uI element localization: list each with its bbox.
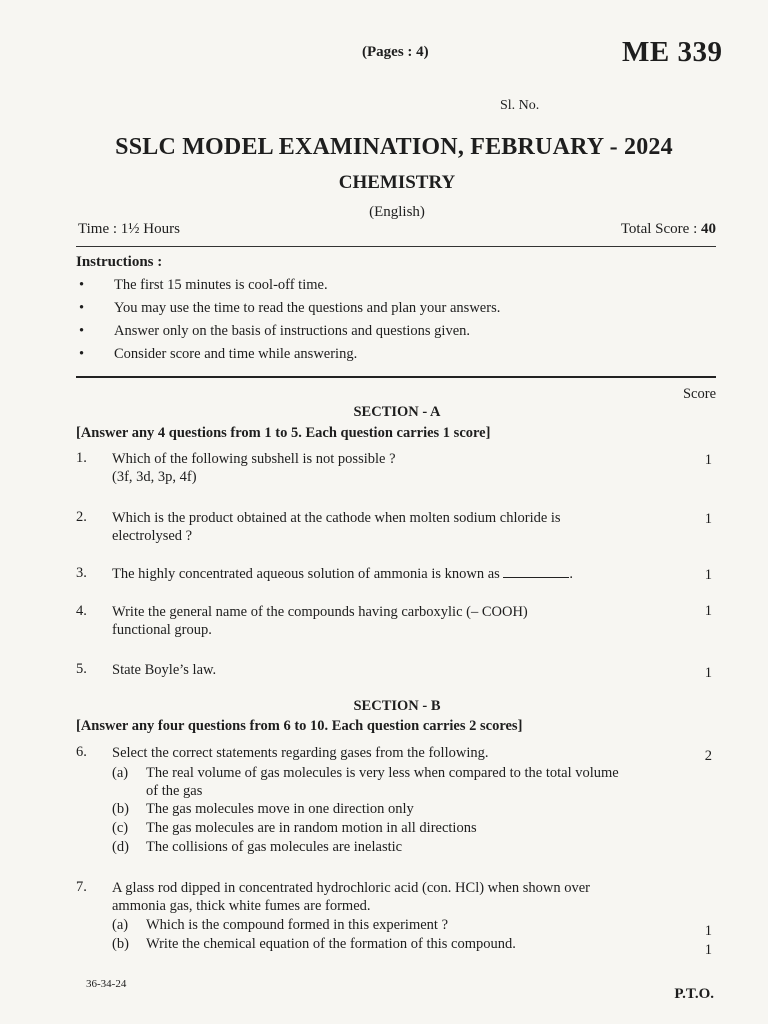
paper-code: ME 339: [622, 36, 723, 68]
question-score: 1: [704, 603, 712, 619]
please-turn-over: P.T.O.: [674, 986, 714, 1002]
question-score: 1: [704, 942, 712, 958]
option-text: Which is the compound formed in this experiment ?: [146, 917, 449, 933]
subject-title: CHEMISTRY: [338, 172, 456, 193]
question-text-part: The highly concentrated aqueous solution of ammonia is known as: [112, 566, 500, 582]
section-b-instruction: [Answer any four questions from 6 to 10. Each question carries 2 scores]: [76, 718, 523, 734]
pages-count: (Pages : 4): [362, 44, 429, 60]
section-a-instruction: [Answer any 4 questions from 1 to 5. Each question carries 1 score]: [76, 425, 491, 441]
instruction-text: Consider score and time while answering.: [114, 346, 358, 362]
question-text: electrolysed ?: [112, 528, 193, 544]
instruction-item: [76, 274, 716, 297]
option-d: [112, 838, 682, 857]
question-score: 1: [704, 511, 712, 527]
option-a: [112, 916, 682, 935]
option-label: (b): [112, 801, 129, 817]
question-number: 5.: [76, 661, 87, 677]
option-label: (b): [112, 936, 129, 952]
option-label: (a): [112, 917, 129, 933]
question-text: State Boyle’s law.: [112, 662, 217, 678]
time-label: Time : 1½ Hours: [78, 221, 180, 237]
option-label: (d): [112, 839, 129, 855]
question-number: 3.: [76, 565, 87, 581]
option-list: [112, 764, 682, 857]
question-text: [112, 565, 682, 583]
section-b-title: SECTION - B: [353, 698, 441, 714]
header-divider: [76, 246, 716, 247]
question-text: functional group.: [112, 622, 212, 638]
question-score: 1: [704, 567, 712, 583]
bullet-icon: •: [79, 346, 85, 362]
question-text: Which is the product obtained at the cathode when molten sodium chloride is: [112, 510, 561, 526]
option-label: (c): [112, 820, 129, 836]
option-text: of the gas: [146, 783, 203, 799]
serial-number-label: Sl. No.: [500, 98, 540, 113]
question-number: 6.: [76, 744, 87, 760]
instructions-heading: Instructions :: [76, 254, 163, 270]
bullet-icon: •: [79, 323, 85, 339]
question-score: 1: [704, 452, 712, 468]
section-a-title: SECTION - A: [353, 404, 441, 420]
question-text: ammonia gas, thick white fumes are formed.: [112, 898, 371, 914]
score-column-heading: Score: [682, 386, 716, 402]
instructions-divider: [76, 376, 716, 378]
question-text: Select the correct statements regarding gases from the following.: [112, 745, 489, 761]
option-text: The real volume of gas molecules is very less when compared to the total volume: [146, 765, 619, 781]
option-b: [112, 800, 682, 819]
question-number: 1.: [76, 450, 87, 466]
instruction-item: [76, 320, 716, 343]
option-text: The gas molecules move in one direction only: [146, 801, 414, 817]
option-text: The gas molecules are in random motion in all directions: [146, 820, 477, 836]
question-score: 1: [704, 665, 712, 681]
total-score: [621, 221, 716, 238]
question-score: 2: [704, 748, 712, 764]
instruction-text: Answer only on the basis of instructions and questions given.: [114, 323, 471, 339]
option-c: [112, 819, 682, 838]
option-text: The collisions of gas molecules are inelastic: [146, 839, 403, 855]
question-number: 2.: [76, 509, 87, 525]
instruction-text: You may use the time to read the questions and plan your answers.: [114, 300, 501, 316]
exam-title: SSLC MODEL EXAMINATION, FEBRUARY - 2024: [115, 134, 673, 160]
language-label: (English): [369, 204, 425, 220]
option-text: Write the chemical equation of the formation of this compound.: [146, 936, 516, 952]
question-text: A glass rod dipped in concentrated hydrochloric acid (con. HCl) when shown over: [112, 880, 590, 896]
instruction-text: The first 15 minutes is cool-off time.: [114, 277, 328, 293]
question-text-end: .: [569, 566, 574, 582]
total-score-label: Total Score :: [620, 221, 701, 237]
question-text: (3f, 3d, 3p, 4f): [112, 469, 197, 485]
bullet-icon: •: [79, 300, 85, 316]
option-a: [112, 764, 682, 800]
option-list: [112, 916, 682, 954]
answer-blank: [503, 565, 569, 578]
instruction-item: [76, 343, 716, 366]
instruction-item: [76, 297, 716, 320]
bullet-icon: •: [79, 277, 85, 293]
instructions-list: [76, 274, 716, 366]
print-code: 36-34-24: [86, 978, 127, 990]
question-score: 1: [704, 923, 712, 939]
question-text: Which of the following subshell is not possible ?: [112, 451, 396, 467]
option-label: (a): [112, 765, 129, 781]
question-number: 7.: [76, 879, 87, 895]
total-score-value: 40: [701, 221, 716, 237]
option-b: [112, 935, 682, 954]
question-number: 4.: [76, 603, 87, 619]
question-text: Write the general name of the compounds having carboxylic (– COOH): [112, 604, 528, 620]
